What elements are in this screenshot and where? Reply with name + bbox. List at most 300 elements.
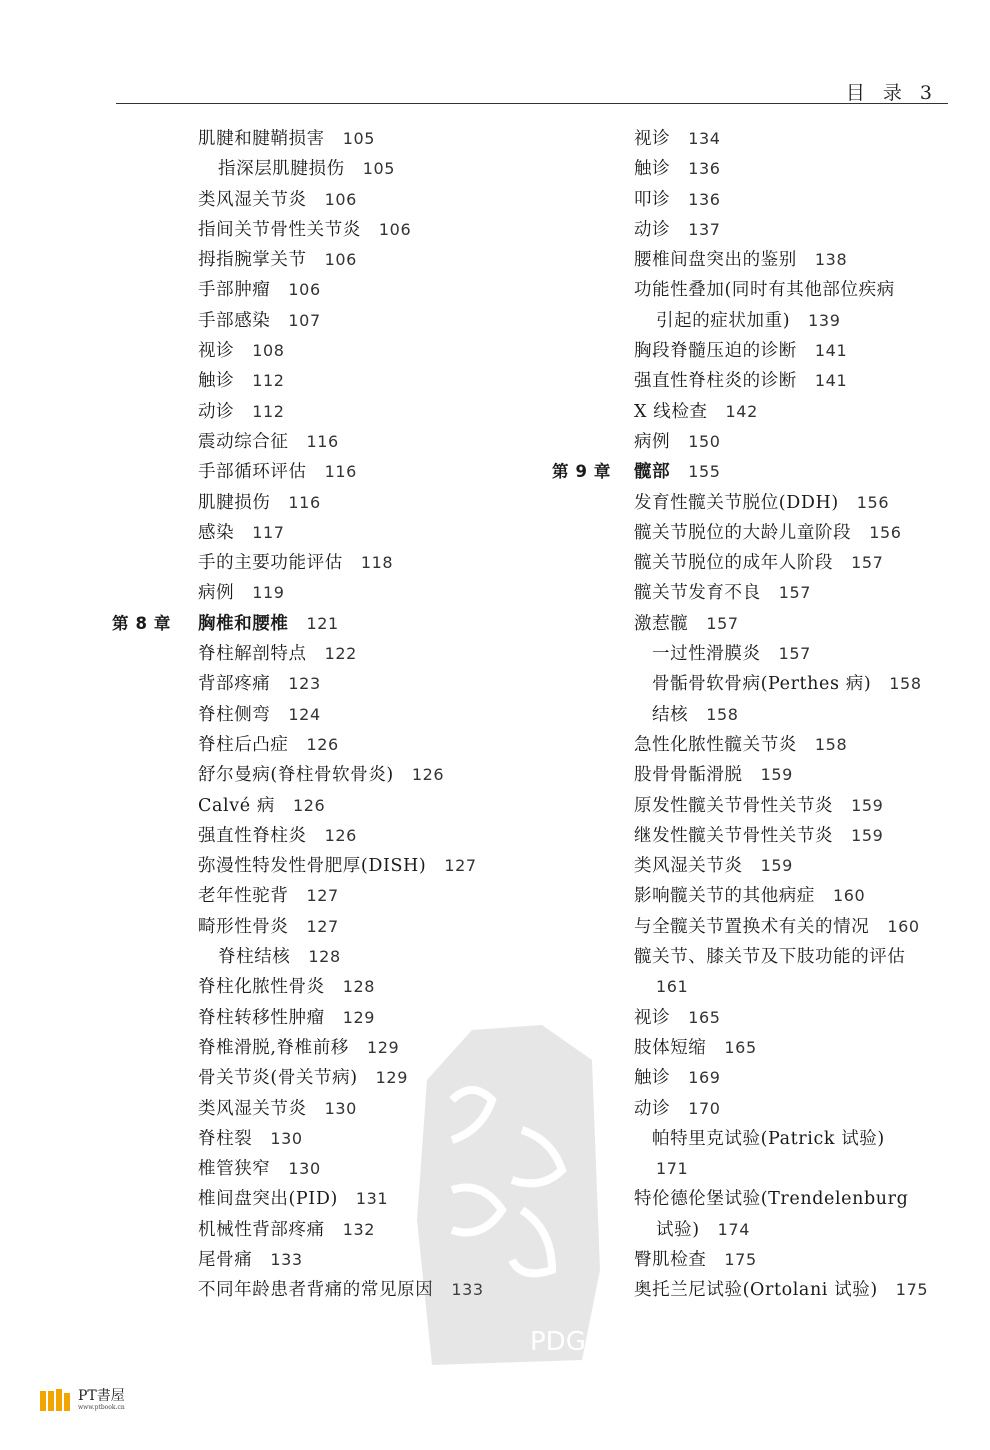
toc-entry-title: 髋关节脱位的大龄儿童阶段 xyxy=(634,522,852,543)
toc-entry xyxy=(552,1215,962,1245)
toc-entry-title: 背部疼痛 xyxy=(198,674,271,695)
toc-entry-page: 169 xyxy=(688,1068,721,1088)
toc-entry xyxy=(552,427,962,457)
toc-entry-page: 159 xyxy=(760,856,793,876)
toc-entry-page: 128 xyxy=(308,947,341,967)
toc-entry-body xyxy=(198,1245,303,1275)
toc-left-column xyxy=(112,124,542,1306)
toc-entry-page: 124 xyxy=(288,704,321,724)
toc-entry xyxy=(112,548,542,578)
toc-entry-title: 与全髋关节置换术有关的情况 xyxy=(634,916,870,937)
toc-entry-body xyxy=(656,972,688,1002)
toc-entry-page: 160 xyxy=(833,886,866,906)
toc-entry-body xyxy=(218,942,341,972)
toc-entry-title: 类风湿关节炎 xyxy=(198,189,307,210)
toc-entry xyxy=(112,245,542,275)
toc-entry-page: 157 xyxy=(778,644,811,664)
chapter-number: 第 9 章 xyxy=(552,462,611,482)
toc-entry-body xyxy=(198,669,321,699)
toc-entry-title: 原发性髋关节骨性关节炎 xyxy=(634,795,834,816)
toc-entry xyxy=(552,1184,962,1214)
toc-entry xyxy=(552,275,962,305)
page-header xyxy=(0,0,990,110)
toc-entry-body xyxy=(198,1094,357,1124)
toc-entry-page: 122 xyxy=(324,644,357,664)
toc-entry xyxy=(112,427,542,457)
toc-entry xyxy=(552,700,962,730)
toc-entry xyxy=(112,791,542,821)
toc-entry-body xyxy=(198,730,339,760)
toc-entry-body xyxy=(634,912,920,942)
toc-entry xyxy=(112,518,542,548)
toc-entry-body xyxy=(198,518,285,548)
toc-entry-page: 159 xyxy=(851,795,884,815)
toc-entry-body xyxy=(652,639,811,669)
toc-entry xyxy=(552,791,962,821)
toc-entry-title: 触诊 xyxy=(198,371,235,392)
toc-entry-body xyxy=(198,397,285,427)
toc-entry-body xyxy=(198,1124,303,1154)
toc-entry-title: 肌腱和腱鞘损害 xyxy=(198,129,325,149)
toc-entry-page: 142 xyxy=(725,401,758,421)
toc-entry-page: 134 xyxy=(688,129,721,148)
toc-entry xyxy=(552,1033,962,1063)
toc-entry-body xyxy=(634,821,883,851)
toc-entry xyxy=(112,1124,542,1154)
toc-entry-title: 不同年龄患者背痛的常见原因 xyxy=(198,1280,434,1301)
toc-entry xyxy=(112,730,542,760)
toc-entry-title: 脊柱转移性肿瘤 xyxy=(198,1007,325,1028)
toc-entry xyxy=(112,760,542,790)
toc-entry-body xyxy=(656,1215,750,1245)
toc-entry-title: 髋关节、膝关节及下肢功能的评估 xyxy=(634,947,906,968)
toc-entry-page: 112 xyxy=(252,401,285,421)
toc-entry-body xyxy=(634,548,883,578)
toc-entry-body xyxy=(198,881,339,911)
toc-entry xyxy=(112,1063,542,1093)
toc-entry-title: 手的主要功能评估 xyxy=(198,553,343,574)
toc-entry-title: 指深层肌腱损伤 xyxy=(218,159,345,180)
toc-entry-body xyxy=(634,366,847,396)
toc-entry-body xyxy=(634,791,883,821)
toc-entry xyxy=(112,609,542,639)
toc-entry-page: 129 xyxy=(366,1037,400,1057)
toc-entry-title: 拇指腕掌关节 xyxy=(198,250,307,271)
toc-entry-title: 急性化脓性髋关节炎 xyxy=(634,734,797,755)
toc-entry-body xyxy=(198,791,325,821)
toc-entry-body xyxy=(634,457,721,487)
toc-entry xyxy=(552,1094,962,1124)
toc-entry-page: 158 xyxy=(814,734,848,754)
toc-entry-title: 手部循环评估 xyxy=(198,462,307,483)
toc-entry-body xyxy=(634,1245,757,1275)
toc-entry xyxy=(552,548,962,578)
toc-entry-title: 腰椎间盘突出的鉴别 xyxy=(634,250,797,271)
toc-entry-page: 126 xyxy=(324,825,357,845)
toc-entry-page: 150 xyxy=(688,431,721,451)
toc-entry-body xyxy=(198,215,411,245)
toc-entry-page: 156 xyxy=(869,522,902,542)
toc-entry xyxy=(552,124,962,154)
toc-entry-page: 129 xyxy=(342,1007,376,1027)
toc-entry-title: 引起的症状加重) xyxy=(656,310,791,331)
toc-entry-page: 132 xyxy=(342,1219,376,1239)
toc-entry xyxy=(112,1003,542,1033)
toc-entry-body xyxy=(656,1154,688,1184)
toc-entry-body xyxy=(198,366,285,396)
toc-entry-body xyxy=(634,730,847,760)
toc-entry-page: 160 xyxy=(887,916,920,936)
toc-entry xyxy=(112,700,542,730)
toc-entry xyxy=(552,1003,962,1033)
toc-entry-page: 165 xyxy=(724,1037,757,1057)
toc-entry xyxy=(112,1275,542,1305)
toc-entry-body xyxy=(634,609,739,639)
toc-entry-body xyxy=(634,124,721,154)
toc-entry xyxy=(552,336,962,366)
toc-entry-title: 骨关节炎(骨关节病) xyxy=(198,1068,358,1089)
toc-entry-page: 105 xyxy=(342,129,376,148)
toc-entry xyxy=(112,397,542,427)
toc-entry-title: 发育性髋关节脱位(DDH) xyxy=(634,492,839,513)
toc-entry-page: 157 xyxy=(851,553,884,573)
toc-entry-body xyxy=(656,306,840,336)
toc-entry-page: 171 xyxy=(656,1159,689,1179)
toc-entry xyxy=(112,972,542,1002)
toc-entry xyxy=(552,1245,962,1275)
toc-entry-title: 强直性脊柱炎的诊断 xyxy=(634,371,797,392)
toc-entry-title: 一过性滑膜炎 xyxy=(652,644,761,665)
toc-entry-body xyxy=(198,1003,375,1033)
toc-entry-body xyxy=(198,488,321,518)
toc-entry-body xyxy=(198,1184,388,1214)
toc-entry-body xyxy=(634,1275,928,1305)
toc-entry-body xyxy=(634,851,793,881)
toc-entry-body xyxy=(198,185,357,215)
toc-entry xyxy=(552,881,962,911)
toc-entry-title: 手部肿瘤 xyxy=(198,280,271,301)
toc-entry xyxy=(552,1275,962,1305)
toc-entry-body xyxy=(634,427,721,457)
toc-entry-page: 128 xyxy=(342,977,376,997)
toc-entry-title: 指间关节骨性关节炎 xyxy=(198,219,361,240)
toc-entry xyxy=(552,851,962,881)
toc-entry-page: 170 xyxy=(688,1098,721,1118)
toc-entry-body xyxy=(634,760,793,790)
toc-entry-title: 激惹髋 xyxy=(634,613,689,634)
toc-entry-page: 107 xyxy=(288,310,321,330)
toc-entry-page: 127 xyxy=(306,916,339,936)
toc-entry-page: 131 xyxy=(355,1189,389,1209)
toc-entry-body xyxy=(198,1215,375,1245)
toc-entry xyxy=(552,972,962,1002)
toc-entry-body xyxy=(634,1063,721,1093)
toc-entry-title: 动诊 xyxy=(634,219,671,240)
toc-entry xyxy=(112,578,542,608)
toc-entry-title: 触诊 xyxy=(634,159,671,180)
toc-entry-page: 159 xyxy=(851,825,884,845)
toc-entry-page: 106 xyxy=(324,250,357,270)
toc-entry-page: 141 xyxy=(814,371,848,391)
toc-entry-title: 股骨骨骺滑脱 xyxy=(634,765,743,786)
toc-entry-page: 175 xyxy=(724,1249,757,1269)
toc-entry-title: 椎管狭窄 xyxy=(198,1159,271,1180)
toc-entry-page: 106 xyxy=(378,219,412,239)
toc-entry-page: 119 xyxy=(252,583,285,603)
chapter-number: 第 8 章 xyxy=(112,613,171,633)
toc-entry xyxy=(552,578,962,608)
toc-entry-title: 病例 xyxy=(198,583,235,604)
toc-entry-title: 髋部 xyxy=(634,462,671,483)
toc-entry-body xyxy=(198,700,321,730)
toc-entry-title: X 线检查 xyxy=(634,401,708,422)
toc-entry-body xyxy=(634,1184,908,1214)
toc-entry-title: 老年性驼背 xyxy=(198,886,289,907)
toc-entry xyxy=(112,942,542,972)
toc-entry xyxy=(112,1245,542,1275)
publisher-logo xyxy=(38,1380,125,1420)
toc-entry-title: 脊柱结核 xyxy=(218,947,291,968)
toc-entry-title: 脊柱裂 xyxy=(198,1128,253,1149)
toc-entry-title: 类风湿关节炎 xyxy=(198,1098,307,1119)
toc-entry-page: 127 xyxy=(444,856,477,876)
toc-entry-title: 髋关节脱位的成年人阶段 xyxy=(634,553,834,574)
toc-entry xyxy=(112,639,542,669)
toc-entry-page: 126 xyxy=(292,795,326,815)
toc-entry xyxy=(112,1215,542,1245)
toc-entry-body xyxy=(634,1094,721,1124)
toc-entry xyxy=(552,1124,962,1154)
toc-entry-page: 136 xyxy=(688,159,721,179)
toc-entry-body xyxy=(198,1154,321,1184)
toc-entry-title: 脊柱解剖特点 xyxy=(198,644,307,665)
toc-entry xyxy=(552,488,962,518)
toc-entry xyxy=(112,1033,542,1063)
toc-entry xyxy=(112,366,542,396)
toc-entry-title: 视诊 xyxy=(634,129,671,149)
toc-entry-title: 动诊 xyxy=(634,1098,671,1119)
toc-entry-body xyxy=(198,1275,484,1305)
toc-entry-page: 118 xyxy=(360,553,394,573)
toc-entry xyxy=(552,245,962,275)
toc-entry-body xyxy=(634,245,847,275)
toc-entry-page: 116 xyxy=(324,462,357,482)
toc-entry-page: 126 xyxy=(411,765,445,785)
toc-entry-page: 137 xyxy=(688,219,721,239)
toc-entry-page: 155 xyxy=(688,462,721,482)
toc-entry-title: 骨骺骨软骨病(Perthes 病) xyxy=(652,674,872,695)
toc-entry xyxy=(552,639,962,669)
toc-entry xyxy=(112,1184,542,1214)
toc-entry xyxy=(552,730,962,760)
toc-right-column xyxy=(552,124,962,1306)
toc-entry xyxy=(552,306,962,336)
header-rule xyxy=(116,103,948,104)
toc-entry-title: 视诊 xyxy=(198,341,235,362)
toc-entry xyxy=(112,821,542,851)
toc-entry-page: 112 xyxy=(252,371,285,391)
toc-entry-title: 继发性髋关节骨性关节炎 xyxy=(634,825,834,846)
toc-entry-title: 椎间盘突出(PID) xyxy=(198,1189,338,1210)
toc-entry xyxy=(112,185,542,215)
toc-entry-body xyxy=(198,912,339,942)
toc-entry-title: 髋关节发育不良 xyxy=(634,583,761,604)
toc-entry-body xyxy=(198,851,477,881)
toc-entry-body xyxy=(198,548,393,578)
toc-entry-body xyxy=(198,760,444,790)
toc-entry-body xyxy=(198,457,357,487)
toc-entry-page: 126 xyxy=(306,734,339,754)
toc-entry xyxy=(552,457,962,487)
toc-entry xyxy=(552,942,962,972)
toc-entry xyxy=(112,851,542,881)
toc-entry xyxy=(112,306,542,336)
toc-entry-page: 116 xyxy=(288,492,321,512)
toc-entry xyxy=(552,760,962,790)
toc-entry-body xyxy=(634,942,906,972)
toc-entry-title: 尾骨痛 xyxy=(198,1249,253,1270)
toc-entry-title: 脊柱侧弯 xyxy=(198,704,271,725)
toc-entry-page: 141 xyxy=(814,341,848,361)
toc-entry-title: 震动综合征 xyxy=(198,431,289,452)
logo-name: PT書屋 xyxy=(78,1387,125,1404)
toc-entry-page: 136 xyxy=(688,189,721,209)
toc-entry-title: 动诊 xyxy=(198,401,235,422)
toc-entry-page: 106 xyxy=(288,280,321,300)
toc-entry-title: 触诊 xyxy=(634,1068,671,1089)
toc-entry-page: 130 xyxy=(288,1159,321,1179)
toc-entry-page: 157 xyxy=(778,583,812,603)
toc-entry-page: 139 xyxy=(808,310,841,330)
toc-entry xyxy=(552,609,962,639)
toc-entry-page: 129 xyxy=(375,1068,408,1088)
header-title xyxy=(846,78,938,105)
header-page-number: 3 xyxy=(919,82,938,104)
toc-entry-body xyxy=(198,1033,399,1063)
toc-entry-body xyxy=(634,397,758,427)
toc-entry-page: 108 xyxy=(252,341,285,361)
toc-entry xyxy=(552,518,962,548)
toc-entry-title: 感染 xyxy=(198,522,235,543)
toc-entry-title: 弥漫性特发性骨肥厚(DISH) xyxy=(198,856,427,877)
toc-entry-page: 156 xyxy=(856,492,890,512)
toc-entry-title: 畸形性骨炎 xyxy=(198,916,289,937)
watermark-text: PDG xyxy=(530,1327,586,1357)
toc-entry-body xyxy=(198,306,321,336)
toc-entry-title: 臀肌检查 xyxy=(634,1249,707,1270)
toc-entry xyxy=(552,821,962,851)
toc-entry xyxy=(112,881,542,911)
toc-entry-body xyxy=(634,185,721,215)
toc-entry-title: 奥托兰尼试验(Ortolani 试验) xyxy=(634,1280,878,1301)
toc-entry xyxy=(552,154,962,184)
toc-entry-page: 161 xyxy=(656,977,689,997)
toc-entry-title: 胸段脊髓压迫的诊断 xyxy=(634,341,797,362)
toc-entry-body xyxy=(198,124,375,154)
toc-entry-page: 158 xyxy=(889,674,922,694)
toc-entry-body xyxy=(652,1124,885,1154)
toc-entry-title: 帕特里克试验(Patrick 试验) xyxy=(652,1128,885,1149)
toc-entry xyxy=(552,397,962,427)
toc-entry-body xyxy=(634,881,865,911)
toc-entry-body xyxy=(634,275,895,305)
toc-entry-body xyxy=(634,578,811,608)
toc-entry-body xyxy=(198,609,339,639)
toc-entry-title: 强直性脊柱炎 xyxy=(198,825,307,846)
toc-entry xyxy=(552,366,962,396)
toc-entry-title: 脊椎滑脱,脊椎前移 xyxy=(198,1037,349,1058)
toc-entry xyxy=(552,1063,962,1093)
toc-entry xyxy=(112,336,542,366)
toc-entry-body xyxy=(634,518,902,548)
toc-entry-title: 手部感染 xyxy=(198,310,271,331)
toc-entry-body xyxy=(634,154,721,184)
toc-entry-body xyxy=(218,154,395,184)
toc-entry-body xyxy=(198,427,339,457)
toc-entry-page: 133 xyxy=(270,1249,303,1269)
toc-entry xyxy=(552,215,962,245)
toc-entry-title: 试验) xyxy=(656,1219,700,1240)
toc-entry-page: 105 xyxy=(362,159,396,179)
toc-entry-body xyxy=(198,245,357,275)
toc-entry-title: 叩诊 xyxy=(634,189,671,210)
book-icon xyxy=(38,1385,72,1415)
toc-entry-body xyxy=(198,578,285,608)
toc-entry-body xyxy=(198,639,357,669)
toc-entry xyxy=(112,912,542,942)
toc-entry-body xyxy=(198,336,285,366)
toc-entry-page: 121 xyxy=(306,613,339,633)
logo-url: www.ptbook.cn xyxy=(78,1404,125,1412)
toc-entry xyxy=(112,215,542,245)
toc-entry-page: 158 xyxy=(706,704,739,724)
toc-entry-body xyxy=(634,215,721,245)
toc-entry-page: 175 xyxy=(895,1280,929,1300)
toc-entry-page: 117 xyxy=(252,522,285,542)
toc-entry xyxy=(112,1094,542,1124)
toc-entry-title: Calvé 病 xyxy=(198,795,275,816)
toc-entry-title: 脊柱后凸症 xyxy=(198,734,289,755)
toc-entry-title: 肢体短缩 xyxy=(634,1037,707,1058)
toc-entry-page: 106 xyxy=(324,189,357,209)
toc-entry-page: 130 xyxy=(324,1098,357,1118)
toc-entry-body xyxy=(634,488,889,518)
toc-entry-page: 123 xyxy=(288,674,321,694)
toc-entry-title: 影响髋关节的其他病症 xyxy=(634,886,815,907)
toc-entry xyxy=(112,154,542,184)
toc-entry-page: 165 xyxy=(688,1007,721,1027)
toc-entry-page: 159 xyxy=(760,765,793,785)
toc-entry-title: 特伦德伦堡试验(Trendelenburg xyxy=(634,1189,909,1210)
toc-entry-page: 127 xyxy=(306,886,339,906)
toc-entry-page: 174 xyxy=(717,1219,750,1239)
toc-entry-body xyxy=(198,275,321,305)
toc-entry xyxy=(112,124,542,154)
toc-entry xyxy=(552,669,962,699)
toc-entry-title: 肌腱损伤 xyxy=(198,492,271,513)
toc-entry-title: 病例 xyxy=(634,431,671,452)
toc-entry-body xyxy=(652,700,739,730)
toc-entry-title: 类风湿关节炎 xyxy=(634,856,743,877)
toc-entry-page: 138 xyxy=(814,250,848,270)
toc-entry-title: 视诊 xyxy=(634,1007,671,1028)
toc-entry-page: 116 xyxy=(306,431,339,451)
toc-entry xyxy=(112,488,542,518)
toc-entry xyxy=(552,1154,962,1184)
toc-entry-title: 机械性背部疼痛 xyxy=(198,1219,325,1240)
toc-entry-body xyxy=(634,1003,721,1033)
toc-entry-body xyxy=(198,972,375,1002)
